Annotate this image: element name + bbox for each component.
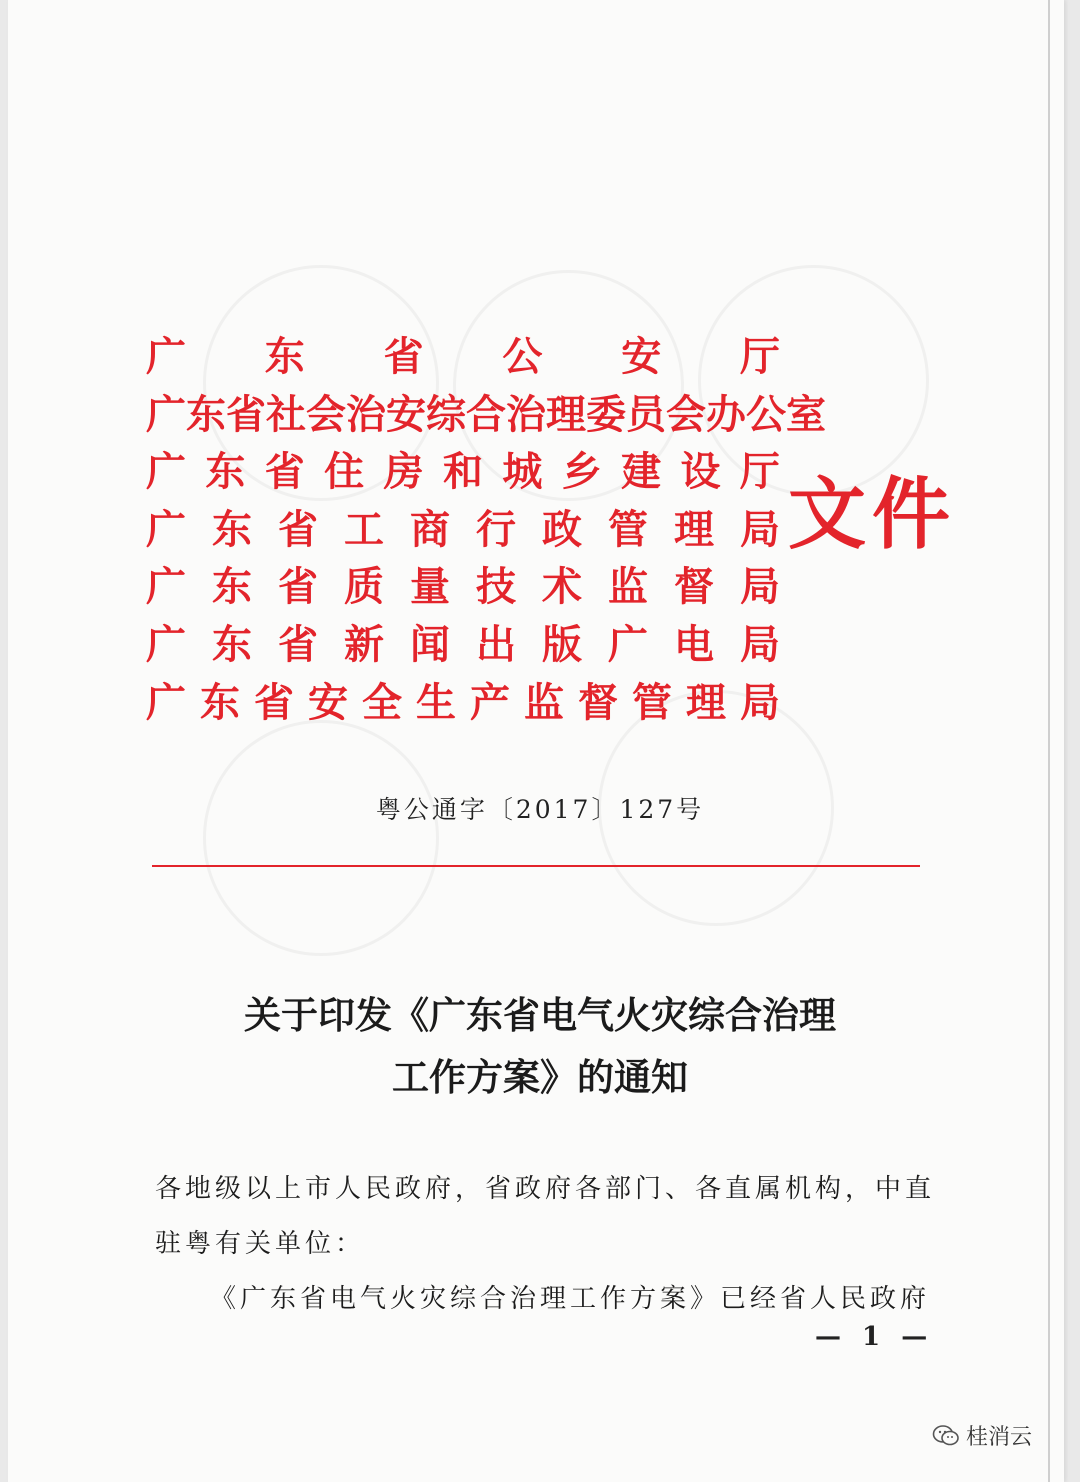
sender-char: 电	[674, 620, 714, 668]
sender-line	[146, 501, 780, 559]
wechat-icon	[932, 1424, 960, 1448]
sender-char: 督	[674, 563, 714, 611]
sender-char: 质	[344, 563, 384, 611]
sender-char: 理	[674, 505, 714, 553]
sender-char: 广	[146, 390, 186, 438]
sender-char: 委	[586, 390, 626, 438]
sender-char: 东	[200, 678, 240, 726]
sender-char: 省	[226, 390, 266, 438]
sender-char: 合	[466, 390, 506, 438]
sender-char: 术	[542, 563, 582, 611]
sender-char: 产	[470, 678, 510, 726]
paragraph-start: 《广东省电气火灾综合治理工作方案》已经省人民政府	[210, 1284, 931, 1314]
sender-char: 建	[621, 448, 662, 496]
sender-char: 乡	[561, 448, 602, 496]
sender-char: 治	[346, 390, 386, 438]
sender-char: 广	[608, 620, 648, 668]
sender-char: 广	[146, 620, 186, 668]
file-label: 文件	[788, 469, 957, 560]
sender-char: 东	[186, 390, 226, 438]
sender-char: 和	[442, 448, 483, 496]
sender-char: 社	[266, 390, 306, 438]
sender-char: 东	[212, 505, 252, 553]
sender-char: 设	[680, 448, 721, 496]
sender-char: 住	[324, 448, 365, 496]
sender-char: 东	[212, 563, 252, 611]
sender-char: 局	[740, 678, 780, 726]
sender-char: 广	[146, 505, 186, 553]
sender-char: 监	[524, 678, 564, 726]
sender-char: 广	[146, 678, 186, 726]
sender-char: 会	[666, 390, 706, 438]
sender-char: 室	[786, 390, 826, 438]
sender-char: 东	[205, 448, 246, 496]
show-through-seal	[203, 720, 439, 956]
sender-char: 管	[608, 505, 648, 553]
sender-char: 量	[410, 563, 450, 611]
sender-char: 公	[746, 390, 786, 438]
sender-char: 安	[621, 333, 662, 380]
sender-char: 省	[383, 333, 424, 380]
sender-char: 省	[278, 620, 318, 668]
sender-char: 局	[740, 505, 780, 553]
page-number: — 1 —	[815, 1322, 934, 1352]
sender-line	[146, 443, 780, 501]
page-edge	[1048, 0, 1050, 1482]
sender-char: 管	[632, 678, 672, 726]
sender-char: 办	[706, 390, 746, 438]
sender-char: 会	[306, 390, 346, 438]
sender-char: 技	[476, 563, 516, 611]
sender-char: 理	[546, 390, 586, 438]
sender-line	[146, 386, 826, 444]
sender-char: 版	[542, 620, 582, 668]
sender-line	[146, 674, 780, 732]
sender-char: 省	[278, 505, 318, 553]
title-line-1: 关于印发《广东省电气火灾综合治理	[244, 994, 836, 1037]
document-title	[0, 985, 1080, 1109]
sender-char: 广	[146, 563, 186, 611]
sender-char: 政	[542, 505, 582, 553]
sender-char: 生	[416, 678, 456, 726]
sender-char: 东	[264, 333, 305, 380]
sender-char: 房	[383, 448, 424, 496]
red-divider-line	[152, 865, 920, 867]
title-line-2: 工作方案》的通知	[392, 1056, 688, 1099]
sender-char: 广	[146, 448, 186, 496]
recipients-line-1: 各地级以上市人民政府，省政府各部门、各直属机构，中直	[155, 1174, 936, 1204]
sender-char: 省	[254, 678, 294, 726]
sender-char: 厅	[739, 448, 780, 496]
sender-char: 局	[740, 563, 780, 611]
sender-char: 理	[686, 678, 726, 726]
sender-char: 监	[608, 563, 648, 611]
sender-char: 安	[308, 678, 348, 726]
sender-char: 工	[344, 505, 384, 553]
sender-char: 城	[502, 448, 543, 496]
sender-char: 省	[264, 448, 305, 496]
sender-char: 综	[426, 390, 466, 438]
sender-line	[146, 616, 780, 674]
sender-char: 商	[410, 505, 450, 553]
sender-char: 行	[476, 505, 516, 553]
sender-char: 督	[578, 678, 618, 726]
sender-char: 全	[362, 678, 402, 726]
sender-char: 厅	[739, 333, 780, 380]
source-watermark	[932, 1420, 1032, 1451]
sender-char: 东	[212, 620, 252, 668]
sender-line	[146, 328, 780, 386]
sender-char: 省	[278, 563, 318, 611]
sender-line	[146, 558, 780, 616]
sender-char: 局	[740, 620, 780, 668]
sender-char: 出	[476, 620, 516, 668]
recipients-line-2: 驻粤有关单位：	[155, 1229, 366, 1259]
document-number: 粤公通字〔2017〕127号	[375, 795, 705, 824]
sender-char: 新	[344, 620, 384, 668]
sender-char: 员	[626, 390, 666, 438]
sender-char: 闻	[410, 620, 450, 668]
watermark-text: 桂消云	[966, 1425, 1033, 1450]
issuing-authorities	[146, 328, 826, 731]
sender-char: 治	[506, 390, 546, 438]
sender-char: 广	[146, 333, 186, 380]
sender-char: 安	[386, 390, 426, 438]
sender-char: 公	[502, 333, 543, 380]
